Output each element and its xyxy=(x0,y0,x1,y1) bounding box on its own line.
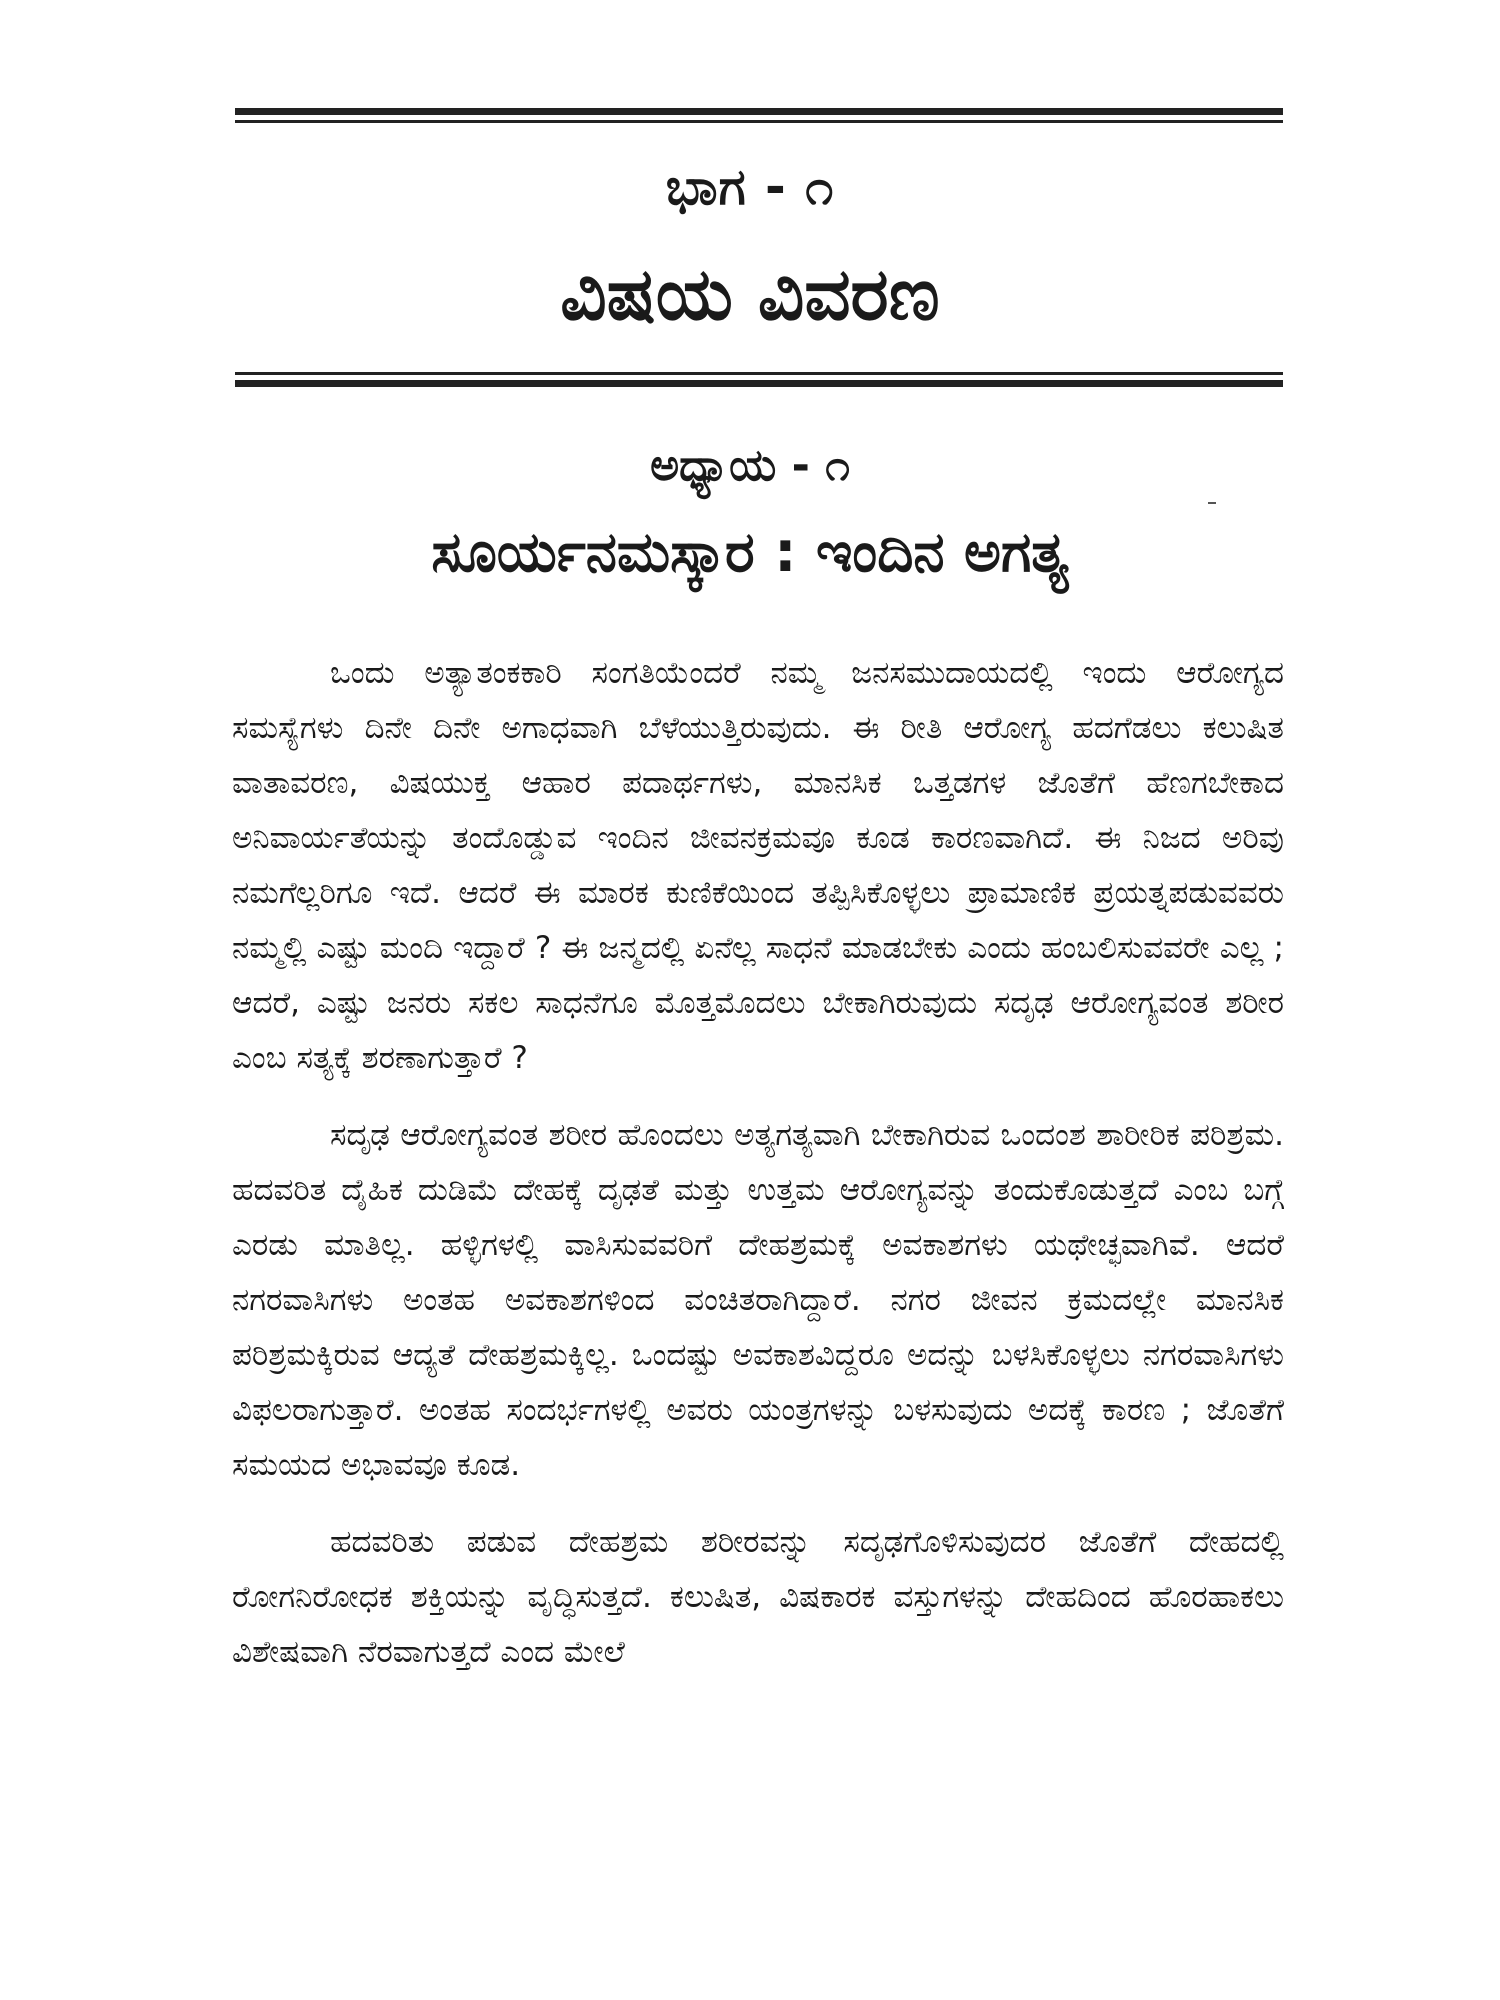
chapter-title: ಸೂರ್ಯನಮಸ್ಕಾರ : ಇಂದಿನ ಅಗತ್ಯ xyxy=(431,520,1069,585)
part-title: ವಿಷಯ ವಿವರಣ xyxy=(560,252,940,336)
print-speck xyxy=(1208,502,1216,504)
body-text xyxy=(232,646,1284,1702)
paragraph-3: ಹದವರಿತು ಪಡುವ ದೇಹಶ್ರಮ ಶರೀರವನ್ನು ಸದೃಢಗೊಳಿಸುವುದರ ಜೊತೆಗೆ ದೇಹದಲ್ಲಿ ರೋಗನಿರೋಧಕ ಶಕ್ತಿಯನ್ನು ವೃದ್ಧಿಸುತ್ತದೆ. ಕಲುಷಿತ, ವಿಷಕಾರಕ ವಸ್ತುಗಳನ್ನು ದೇಹದಿಂದ ಹೊರಹಾಕಲು ವಿಶೇಷವಾಗಿ ನೆರವಾಗುತ್ತದೆ ಎಂದ ಮೇಲೆ xyxy=(232,1524,1284,1670)
paragraph-1: ಒಂದು ಅತ್ಯಾತಂಕಕಾರಿ ಸಂಗತಿಯೆಂದರೆ ನಮ್ಮ ಜನಸಮುದಾಯದಲ್ಲಿ ಇಂದು ಆರೋಗ್ಯದ ಸಮಸ್ಯೆಗಳು ದಿನೇ ದಿನೇ ಅಗಾಧವಾಗಿ ಬೆಳೆಯುತ್ತಿರುವುದು. ಈ ರೀತಿ ಆರೋಗ್ಯ ಹದಗೆಡಲು ಕಲುಷಿತ ವಾತಾವರಣ, ವಿಷಯುಕ್ತ ಆಹಾರ ಪದಾರ್ಥಗಳು, ಮಾನಸಿಕ ಒತ್ತಡಗಳ ಜೊತೆಗೆ ಹೆಣಗಬೇಕಾದ ಅನಿವಾರ್ಯತೆಯನ್ನು ತಂದೊಡ್ಡುವ ಇಂದಿನ ಜೀವನಕ್ರಮವೂ ಕೂಡ ಕಾರಣವಾಗಿದೆ. ಈ ನಿಜದ ಅರಿವು ನಮಗೆಲ್ಲರಿಗೂ ಇದೆ. ಆದರೆ ಈ ಮಾರಕ ಕುಣಿಕೆಯಿಂದ ತಪ್ಪಿಸಿಕೊಳ್ಳಲು ಪ್ರಾಮಾಣಿಕ ಪ್ರಯತ್ನಪಡುವವರು ನಮ್ಮಲ್ಲಿ ಎಷ್ಟು ಮಂದಿ ಇದ್ದಾರೆ ? ಈ ಜನ್ಮದಲ್ಲಿ ಏನೆಲ್ಲ ಸಾಧನೆ ಮಾಡಬೇಕು ಎಂದು ಹಂಬಲಿಸುವವರೇ ಎಲ್ಲ ; ಆದರೆ, ಎಷ್ಟು ಜನರು ಸಕಲ ಸಾಧನೆಗೂ ಮೊತ್ತಮೊದಲು ಬೇಕಾಗಿರುವುದು ಸದೃಢ ಆರೋಗ್ಯವಂತ ಶರೀರ ಎಂಬ ಸತ್ಯಕ್ಕೆ ಶರಣಾಗುತ್ತಾರೆ ? xyxy=(232,655,1284,1076)
rule-thick-line xyxy=(235,108,1283,115)
bottom-double-rule xyxy=(235,372,1283,387)
chapter-label: ಅಧ್ಯಾಯ - ೧ xyxy=(650,440,850,491)
part-label: ಭಾಗ - ೧ xyxy=(665,158,835,216)
paragraph-2: ಸದೃಢ ಆರೋಗ್ಯವಂತ ಶರೀರ ಹೊಂದಲು ಅತ್ಯಗತ್ಯವಾಗಿ ಬೇಕಾಗಿರುವ ಒಂದಂಶ ಶಾರೀರಿಕ ಪರಿಶ್ರಮ. ಹದವರಿತ ದೈಹಿಕ ದುಡಿಮೆ ದೇಹಕ್ಕೆ ದೃಢತೆ ಮತ್ತು ಉತ್ತಮ ಆರೋಗ್ಯವನ್ನು ತಂದುಕೊಡುತ್ತದೆ ಎಂಬ ಬಗ್ಗೆ ಎರಡು ಮಾತಿಲ್ಲ. ಹಳ್ಳಿಗಳಲ್ಲಿ ವಾಸಿಸುವವರಿಗೆ ದೇಹಶ್ರಮಕ್ಕೆ ಅವಕಾಶಗಳು ಯಥೇಚ್ಛವಾಗಿವೆ. ಆದರೆ ನಗರವಾಸಿಗಳು ಅಂತಹ ಅವಕಾಶಗಳಿಂದ ವಂಚಿತರಾಗಿದ್ದಾರೆ. ನಗರ ಜೀವನ ಕ್ರಮದಲ್ಲೇ ಮಾನಸಿಕ ಪರಿಶ್ರಮಕ್ಕಿರುವ ಆದ್ಯತೆ ದೇಹಶ್ರಮಕ್ಕಿಲ್ಲ. ಒಂದಷ್ಟು ಅವಕಾಶವಿದ್ದರೂ ಅದನ್ನು ಬಳಸಿಕೊಳ್ಳಲು ನಗರವಾಸಿಗಳು ವಿಫಲರಾಗುತ್ತಾರೆ. ಅಂತಹ ಸಂದರ್ಭಗಳಲ್ಲಿ ಅವರು ಯಂತ್ರಗಳನ್ನು ಬಳಸುವುದು ಅದಕ್ಕೆ ಕಾರಣ ; ಜೊತೆಗೆ ಸಮಯದ ಅಭಾವವೂ ಕೂಡ. xyxy=(232,1117,1284,1483)
rule-thin-line xyxy=(235,372,1283,375)
rule-thin-line xyxy=(235,120,1283,123)
rule-thick-line xyxy=(235,380,1283,387)
top-double-rule xyxy=(235,108,1283,123)
